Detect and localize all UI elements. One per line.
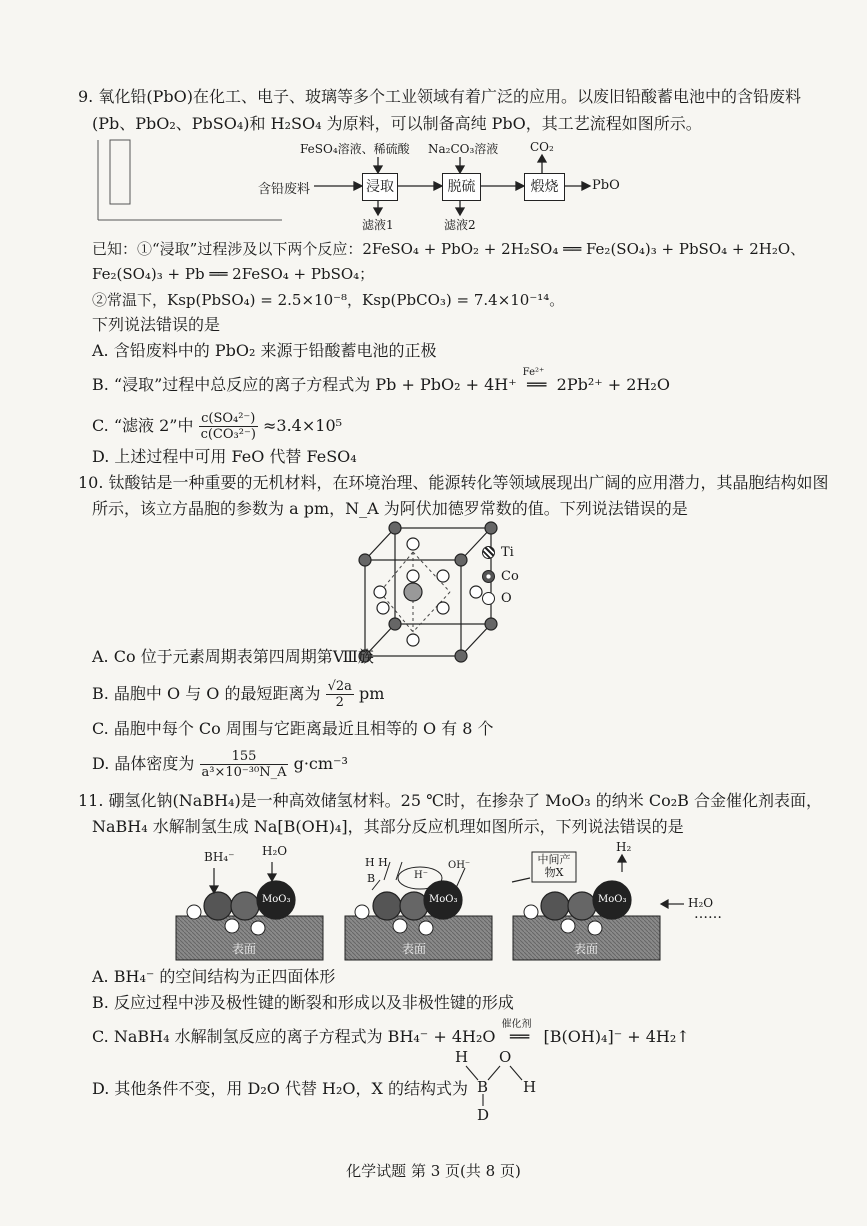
equals-arrow: Fe²⁺ ══: [517, 374, 557, 396]
legend-ti-label: Ti: [501, 545, 514, 560]
step-calcine: 煅烧: [524, 173, 565, 201]
q9-ask: 下列说法错误的是: [92, 315, 221, 334]
label-ellipsis: ……: [694, 906, 722, 922]
q11-stem-line1: 11. 硼氢化钠(NaBH₄)是一种高效储氢材料。25 ℃时，在掺杂了 MoO₃ 的纳米 Co₂B 合金催化剂表面，: [78, 791, 822, 810]
q9-b-cat: Fe²⁺: [522, 367, 545, 378]
q9-b-head: B. “浸取”过程中总反应的离子方程式为 Pb + PbO₂ + 4H⁺: [92, 375, 517, 394]
q10-stem-line2: 所示，该立方晶胞的参数为 a pm，N_A 为阿伏加德罗常数的值。下列说法错误的是: [92, 499, 688, 518]
reagent-na2co3: Na₂CO₃溶液: [428, 142, 499, 156]
q9-option-a: A. 含铅废料中的 PbO₂ 来源于铅酸蓄电池的正极: [92, 341, 437, 360]
label-h2: H₂: [616, 840, 632, 854]
q11-stem-line2: NaBH₄ 水解制氢生成 Na[B(OH)₄]，其部分反应机理如图所示，下列说法错误的是: [92, 817, 684, 836]
q9-option-d: D. 上述过程中可用 FeO 代替 FeSO₄: [92, 447, 357, 466]
label-h2o-right: H₂O: [688, 896, 714, 910]
label-surface-3: 表面: [574, 942, 599, 956]
page-footer: 化学试题 第 3 页(共 8 页): [346, 1162, 521, 1180]
q10-d-head: D. 晶体密度为: [92, 754, 195, 773]
legend-co-label: Co: [501, 569, 519, 584]
struct-b: B: [477, 1078, 489, 1096]
struct-h-left: H: [455, 1048, 469, 1066]
step-leaching: 浸取: [362, 173, 398, 201]
label-bh4: BH₄⁻: [204, 850, 235, 864]
q9-known-2: Fe₂(SO₄)₃ + Pb ══ 2FeSO₄ + PbSO₄；: [92, 265, 375, 283]
q10-stem-line1: 10. 钛酸钴是一种重要的无机材料，在环境治理、能源转化等领域展现出广阔的应用潜力，其晶胞结构如图: [78, 473, 829, 492]
struct-h-right: H: [523, 1078, 537, 1096]
q10-option-c: C. 晶胞中每个 Co 周围与它距离最近且相等的 O 有 8 个: [92, 719, 494, 738]
filtrate-2: 滤液2: [444, 218, 476, 232]
start-material: 含铅废料: [258, 182, 311, 197]
frac-den: c(CO₃²⁻): [200, 427, 256, 442]
reagent-feso4: FeSO₄溶液、稀硫酸: [300, 142, 410, 156]
struct-d: D: [477, 1106, 490, 1124]
legend-o-label: O: [501, 591, 512, 606]
q10-b-head: B. 晶胞中 O 与 O 的最短距离为: [92, 684, 321, 703]
struct-o: O: [499, 1048, 512, 1066]
label-surface-1: 表面: [232, 942, 257, 956]
q11-option-d: D. 其他条件不变，用 D₂O 代替 H₂O，X 的结构式为: [92, 1079, 469, 1098]
label-h2o-top: H₂O: [262, 844, 288, 858]
frac-den: a³×10⁻³⁰N_A: [201, 765, 287, 780]
gas-co2: CO₂: [530, 140, 554, 154]
label-surface-2: 表面: [402, 942, 427, 956]
q11-c-cat: 催化剂: [501, 1019, 532, 1030]
q9-known-3: ②常温下，Ksp(PbSO₄) = 2.5×10⁻⁸，Ksp(PbCO₃) = 7.4×10⁻¹⁴。: [92, 291, 565, 309]
q10-option-a: A. Co 位于元素周期表第四周期第Ⅷ族: [92, 647, 374, 666]
label-moo3-1: MoO₃: [262, 894, 291, 905]
q11-option-b: B. 反应过程中涉及极性键的断裂和形成以及非极性键的形成: [92, 993, 514, 1012]
step-desulfur: 脱硫: [442, 173, 481, 201]
frac-num: c(SO₄²⁻): [199, 411, 258, 427]
filtrate-1: 滤液1: [362, 218, 394, 232]
product-pbo: PbO: [592, 178, 620, 193]
label-moo3-2: MoO₃: [429, 894, 458, 905]
frac-num: √2a: [327, 679, 352, 694]
q9-stem-line2: (Pb、PbO₂、PbSO₄)和 H₂SO₄ 为原料，可以制备高纯 PbO，其工艺流程如图所示。: [92, 114, 702, 133]
label-h-atoms: H H: [365, 856, 388, 869]
frac-num: 155: [200, 749, 289, 765]
q9-stem-line1: 9. 氧化铅(PbO)在化工、电子、玻璃等多个工业领域有着广泛的应用。以废旧铅酸蓄电池中的含铅废料: [78, 87, 801, 106]
q11-c-head: C. NaBH₄ 水解制氢反应的离子方程式为 BH₄⁻ + 4H₂O: [92, 1027, 496, 1046]
q9-c-tail: ≈3.4×10⁵: [263, 416, 343, 435]
q9-known-1: 已知：①“浸取”过程涉及以下两个反应：2FeSO₄ + PbO₂ + 2H₂SO₄ ══ Fe₂(SO₄)₃ + PbSO₄ + 2H₂O、: [92, 240, 806, 258]
q9-b-tail: 2Pb²⁺ + 2H₂O: [556, 375, 670, 394]
label-oh: OH⁻: [448, 860, 471, 871]
label-moo3-3: MoO₃: [598, 894, 627, 905]
label-b-center: B: [367, 872, 376, 885]
q9-c-head: C. “滤液 2”中: [92, 416, 194, 435]
equals-arrow: 催化剂 ══: [496, 1026, 544, 1048]
q11-c-tail: [B(OH)₄]⁻ + 4H₂↑: [543, 1027, 690, 1046]
q10-b-tail: pm: [359, 684, 385, 703]
q10-d-tail: g·cm⁻³: [293, 754, 348, 773]
label-hydride: H⁻: [414, 870, 428, 881]
label-intermediate-x: 中间产物X: [537, 853, 571, 879]
q11-option-a: A. BH₄⁻ 的空间结构为正四面体形: [92, 967, 336, 986]
frac-den: 2: [335, 695, 344, 710]
